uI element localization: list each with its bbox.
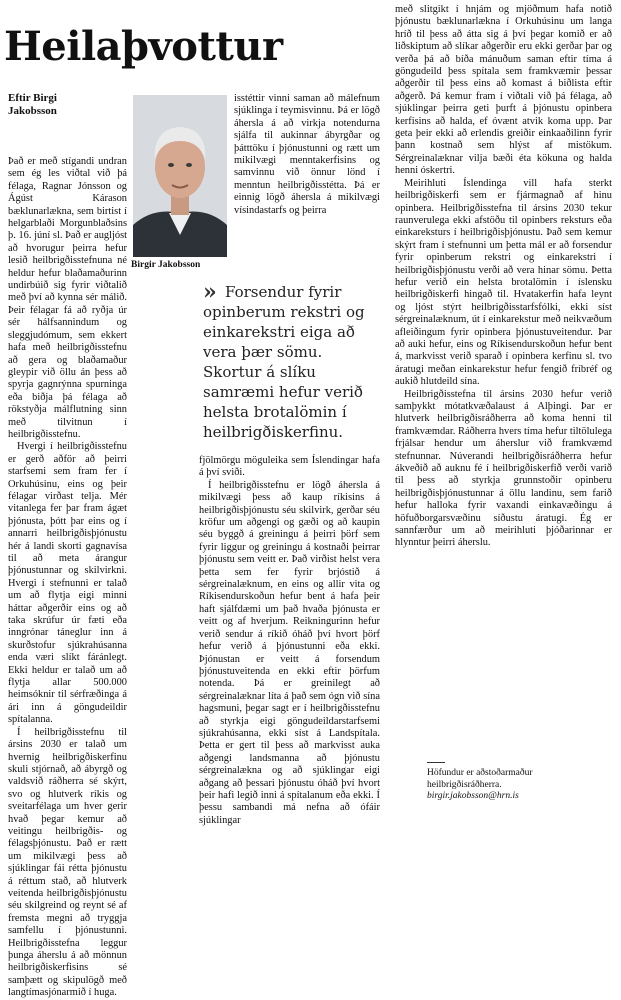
quote-chevron-icon: »: [203, 279, 217, 305]
byline: [8, 92, 126, 118]
article-column-3: [199, 455, 380, 826]
paragraph: Hvergi í heilbrigðisstefnu er gerð aðför að þeirri starfsemi sem fram fer í Orkuhúsinu, eins og þeir félagar virðast telja. Mér vitanlega fer þar fram ágæt þjónusta, þótt þar eins og í annarri heilbrigðisþjónustu hér á landi skorti gagnavísa til að meta árangur þjónustunnar og skilvirkni. Hvergi í stefnunni er talað um að flytja eigi minni háttar aðgerðir eins og að taka skrúfur úr fæti eða inngrónar táneglur inn á skurðstofur sjúkrahúsanna enda væri slíkt fáránlegt. Ekki heldur er talað um að flytja allar 500.000 heimsóknir til sérfræðinga á ári inn á göngudeildir spítalanna.: [8, 441, 127, 726]
paragraph: með slitgikt í hnjám og mjöðmum hafa notið þjónustu bæklunarlækna í Orkuhúsinu um langa hríð til þess að átta sig á því þegar komið er að liðskiptum að slíkar aðgerðir eru ekki gerðar þar og verða þá að bíða mánuðum saman eftir tíma á göngudeild þess spítala sem framkvæmir þessar aðgerðir til þess eins að komast á biðlista eftir aðgerð. Þá kemur fram í viðtali við þá félaga, að sjúklingar þeirra geti þurft á þjónustu opinbera kerfisins að halda, ef óvænt atvik koma upp. Þar geta þeir ekki að erlendis greiðir einkaaðilinn fyrir þann kostnað sem hlýst af mistökum. Sérgreinalæknar vilja bæði éta kökuna og halda henni óskertri.: [395, 4, 612, 177]
footer-divider: [427, 762, 445, 763]
author-email: birgir.jakobsson@hrn.is: [427, 791, 519, 801]
byline-line-2: Jakobsson: [8, 105, 57, 117]
author-photo: [133, 95, 227, 257]
photo-caption: Birgir Jakobsson: [131, 260, 201, 270]
article-column-1: [8, 156, 127, 999]
paragraph: Meirihluti Íslendinga vill hafa sterkt heilbrigðiskerfi sem er fjármagnað af hinu opinbera. Heilbrigðisstefna til ársins 2030 tekur raunverulega ekki afstöðu til opinbers reksturs eða einkareksturs í heilbrigðisþjónustu. Það sem kemur skýrt fram í stefnunni um þetta mál er að forsendur fyrir opinberum rekstri og einkarekstri í heilbrigðisþjónustu verði að vera hinar sömu. Þetta hefur verið ein helsta brotalömin í íslensku heilbrigðiskerfi hingað til. Hvatakerfin hafa leynt og ljóst stýrt heilbrigðisstarfsfólki, ekki síst sérgreinalæknum, út í einkarekstur með neikvæðum afleiðingum fyrir opinbera þjónustuveitendur. Þar að auki hefur, eins og Ríkisendurskoðun hefur bent á, markvisst verið sparað í opinbera kerfinu sl. tvo áratugi meðan einkarekstur hefur fengið fríbréf og aukið hlutdeild sína.: [395, 177, 612, 388]
byline-line-1: Eftir Birgi: [8, 92, 57, 104]
paragraph: Heilbrigðisstefna til ársins 2030 hefur verið samþykkt mótatkvæðalaust á Alþingi. Þar er hlutverk heilbrigðisráðherra að koma henni til framkvæmdar. Ráðherra hvers tíma hefur tiltölulega frjálsar hendur um áherslur við framkvæmd stefnunnar. Núverandi heilbrigðisráðherra hefur ákveðið að auknu fé í heilbrigðiskerfið verði varið til þess að styrkja grunnstoðir opinberu heilbrigðisþjónustunnar á öllu landinu, sem farið hefur halloka fyrir vaxandi einkavæðingu á höfuðborgarsvæðinu síðustu áratugi. Ég er sannfærður um að meirihluti þjóðarinnar er hlynntur þeirri áherslu.: [395, 388, 612, 549]
paragraph: Í heilbrigðisstefnu er lögð áhersla á mikilvægi þess að kaup ríkisins á heilbrigðisþjónustu séu skilvirk, gerðar séu kröfur um aðgengi og gæði og að kaupin séu byggð á greiningu á þeirri þörf sem fyrir liggur og greiningu á kostnaði þeirrar þjónustu sem veitt er. Það virðist helst vera þetta sem fer fyrir brjóstið á sérgreinalæknum, en eins og allir vita og Ríkisendurskoðun hefur bent á hafa þeir haft sjálfdæmi um það hvaða þjónusta er veitt og af hverjum. Reikningurinn hefur verið sendur á ríkið óháð því hvort þörf hefur verið á þjónustunni eða ekki. Þjónustan er veitt á forsendum þjónustuveitenda en ekki eftir þörfum notenda. Þá er greinilegt að sérgreinalæknar líta á það sem ógn við sína hagsmuni, þegar sagt er í heilbrigðisstefnu að styrkja eigi göngudeildarstarfsemi sjúkrahúsanna, ekki síst á Landspítala. Þetta er gert til þess að markvisst auka aðgengi landsmanna að þjónustu sérgreinalækna og að sjúklingar eigi aðgang að þessari þjónustu óháð því hvort þeir hafi legið inni á spítalanum eða ekki. Í þessu sambandi má nefna að ófáir sjúklingar: [199, 479, 380, 826]
pull-quote-text: Forsendur fyrir opinberum rekstri og einkarekstri eiga að vera þær sömu. Skortur á slíku samræmi hefur verið helsta brotalömin í heilbrigðiskerfinu.: [203, 283, 365, 441]
paragraph: Í heilbrigðisstefnu til ársins 2030 er talað um hvernig heilbrigðiskerfinu skuli stjórnað, að ábyrgð og valdsvið ráðherra sé skýrt, svo og hlutverk ríkis og sveitarfélaga um hver gerir hvað þegar kemur að veitingu heilbrigðis- og félagsþjónustu. Það er rætt um mikilvægi þess að sjúklingar fái rétta þjónustu á réttum stað, að hlutverk veitenda heilbrigðisþjónustu séu skilgreind og reynt sé af fremsta megni að tryggja samfellu í þjónustunni. Heilbrigðisstefna leggur þunga áherslu á að mönnun heilbrigðiskerfisins sé samþætt og skipulögð með langtímasjónarmið í huga.: [8, 726, 127, 999]
author-portrait-icon: [133, 95, 227, 257]
footer-line-2: heilbrigðisráðherra.: [427, 779, 502, 790]
pull-quote: [203, 279, 383, 442]
article-column-4: [395, 4, 612, 749]
article-column-2: [234, 93, 380, 271]
paragraph: isstéttir vinni saman að málefnum sjúklinga í teymisvinnu. Þá er lögð áhersla á að virkja notendurna sjálfa til aukinnar ábyrgðar og þátttöku í þjónustunni og rætt um mikilvægi menntakerfisins og samvinnu við önnur lönd í menntun heilbrigðisstétta. Þá er einnig lögð áhersla á mikilvægi vísindastarfs og þeirra: [234, 93, 380, 216]
footer-line-1: Höfundur er aðstoðarmaður: [427, 768, 533, 778]
paragraph: Það er með stígandi undran sem ég les viðtal við þá félaga, Ragnar Jónsson og Ágúst Kárason bæklunarlækna, sem birtist í helgarblaði Morgunblaðsins þ. 16. júní sl. Það er augljóst að hvorugur þeirra hefur lesið heilbrigðisstefnuna né heldur hefur blaðamaðurinn undirbúið sig fyrir viðtalið með því að kynna sér málið. Þeir félagar fá að ryðja úr sér hálfsannindum og sleggjudómum, sem ekkert hafa með heilbrigðisstefnu að gera og blaðamaður gleypir við öllu án þess að spyrja gagnrýnna spurninga eða biðja þá félaga að rökstyðja málflutning sinn með tilvitnun í heilbrigðisstefnu.: [8, 156, 127, 440]
paragraph: fjölmörgu möguleika sem Íslendingar hafa á því sviði.: [199, 455, 380, 479]
author-footer: [427, 768, 617, 803]
headline: Heilaþvottur: [4, 23, 283, 70]
